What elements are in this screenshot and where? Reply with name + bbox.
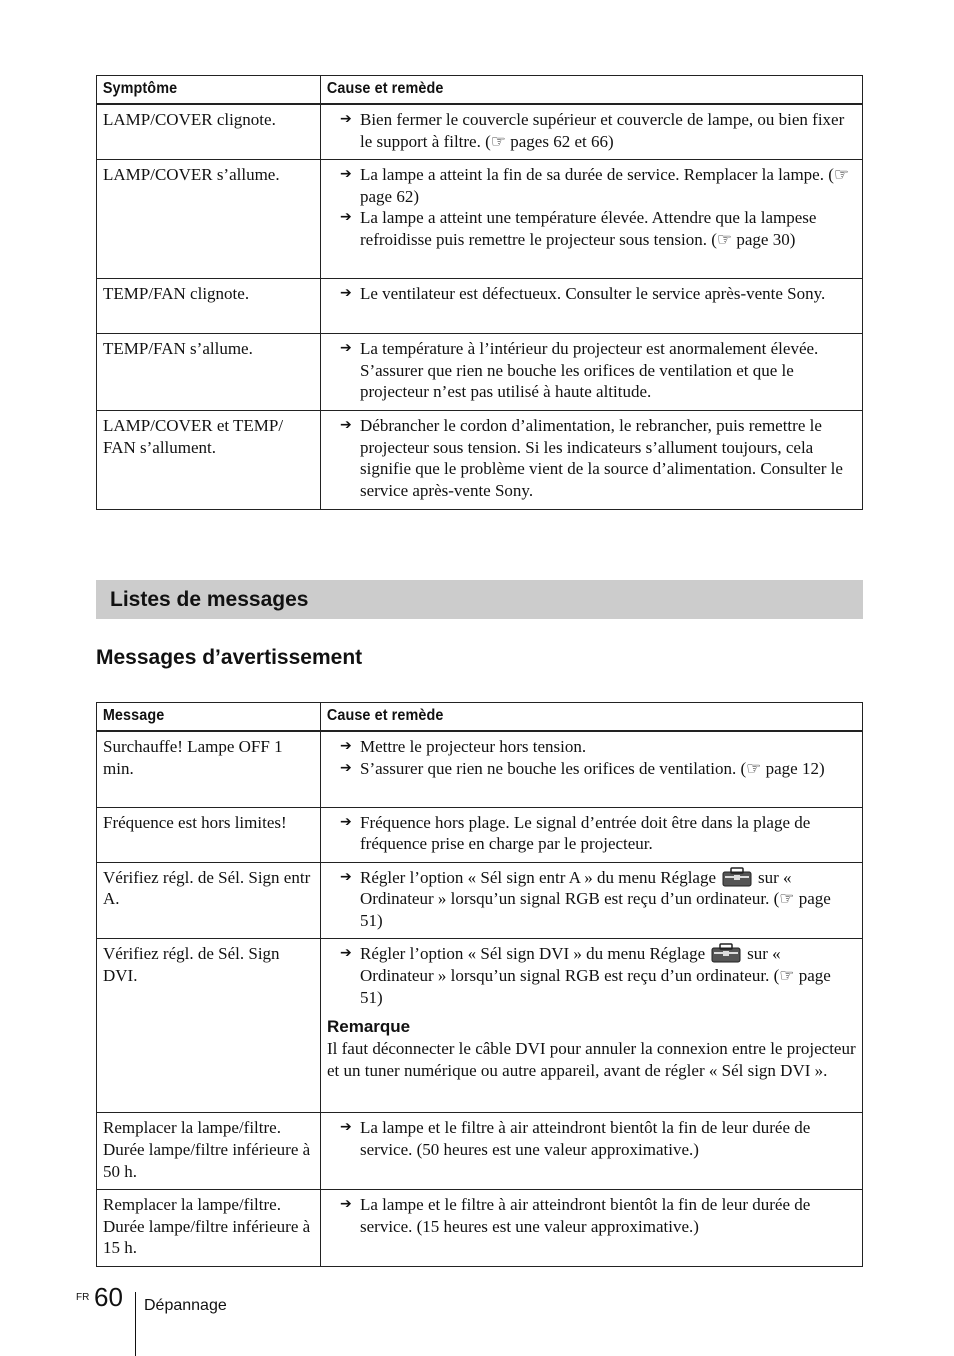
page-number: 60 bbox=[94, 1282, 123, 1312]
cause-cell bbox=[321, 410, 863, 509]
arrow-icon: ➔ bbox=[340, 416, 352, 433]
symptom-cell: TEMP/FAN clignote. bbox=[97, 279, 321, 334]
column-header-message: Message bbox=[97, 703, 299, 732]
table-row bbox=[97, 939, 863, 1113]
list-item: ➔ Débrancher le cordon d’alimentation, le rebrancher, puis remettre le projecteur sous tension. Si les indicateurs s’allument toujours, cela signifie que le problème vient de la source d’alimentation. Consulter le service après-vente Sony. bbox=[340, 415, 843, 500]
setup-menu-toolbox-icon bbox=[722, 867, 752, 887]
section-heading-bar bbox=[96, 580, 863, 619]
arrow-icon: ➔ bbox=[340, 285, 352, 302]
table-header-row bbox=[97, 76, 863, 105]
language-code: FR bbox=[76, 1292, 90, 1303]
column-header-cause: Cause et remède bbox=[321, 76, 809, 105]
arrow-icon: ➔ bbox=[340, 209, 352, 226]
table-row bbox=[97, 731, 863, 807]
symptom-cell: LAMP/COVER et TEMP/ FAN s’allument. bbox=[97, 410, 321, 509]
symptom-cell: LAMP/COVER clignote. bbox=[97, 104, 321, 160]
footer-divider bbox=[135, 1292, 136, 1356]
arrow-icon: ➔ bbox=[340, 868, 352, 885]
list-item: ➔ La lampe et le filtre à air atteindront bientôt la fin de leur durée de service. (50 heures est une valeur approximative.) bbox=[340, 1118, 811, 1160]
cause-cell bbox=[321, 1113, 863, 1190]
message-cell: Vérifiez régl. de Sél. Sign DVI. bbox=[97, 939, 321, 1113]
table-row bbox=[97, 807, 863, 862]
note-title: Remarque bbox=[327, 1017, 411, 1037]
list-item: ➔ Bien fermer le couvercle supérieur et couvercle de lampe, ou bien fixer le support à filtre. (☞ pages 62 et 66) bbox=[340, 110, 845, 151]
list-item: ➔ La lampe a atteint une température élevée. Attendre que la lampese refroidisse puis remettre le projecteur sous tension. (☞ page 30) bbox=[340, 208, 817, 249]
arrow-icon: ➔ bbox=[340, 340, 352, 357]
note-text: Il faut déconnecter le câble DVI pour annuler la connexion entre le projecteur et un tuner numérique ou autre appareil, avant de régler « Sél sign DVI ». bbox=[327, 1039, 856, 1080]
table-row bbox=[97, 410, 863, 509]
list-item: ➔ La lampe a atteint la fin de sa durée de service. Remplacer la lampe. (☞ page 62) bbox=[340, 165, 850, 206]
arrow-icon: ➔ bbox=[340, 1196, 352, 1213]
arrow-icon: ➔ bbox=[340, 759, 352, 776]
message-cell: Remplacer la lampe/filtre. Durée lampe/filtre inférieure à 15 h. bbox=[97, 1190, 321, 1267]
table-row bbox=[97, 1113, 863, 1190]
table-row bbox=[97, 279, 863, 334]
setup-menu-toolbox-icon bbox=[711, 943, 741, 963]
list-item: ➔ La température à l’intérieur du projecteur est anormalement élevée. S’assurer que rien ne bouche les orifices de ventilation et que le projecteur n’est pas utilisé à haute altitude. bbox=[340, 339, 819, 402]
column-header-cause: Cause et remède bbox=[321, 703, 809, 732]
list-item: ➔ Le ventilateur est défectueux. Consulter le service après-vente Sony. bbox=[340, 284, 826, 304]
table-row bbox=[97, 1190, 863, 1267]
message-table bbox=[96, 702, 863, 1267]
message-cell: Fréquence est hors limites! bbox=[97, 807, 321, 862]
message-cell: Vérifiez régl. de Sél. Sign entr A. bbox=[97, 862, 321, 939]
section-title: Listes de messages bbox=[110, 588, 309, 611]
arrow-icon: ➔ bbox=[340, 111, 352, 127]
list-item: ➔ La lampe et le filtre à air atteindront bientôt la fin de leur durée de service. (15 heures est une valeur approximative.) bbox=[340, 1195, 811, 1236]
arrow-icon: ➔ bbox=[340, 945, 352, 962]
list-item: ➔ Régler l’option « Sél sign entr A » du menu Réglage sur « Ordinateur » lorsqu’un signal RGB est reçu d’un ordinateur. (☞ page 51) bbox=[340, 867, 831, 930]
arrow-icon: ➔ bbox=[340, 166, 352, 183]
message-cell: Remplacer la lampe/filtre. Durée lampe/filtre inférieure à 50 h. bbox=[97, 1113, 321, 1190]
subsection-title: Messages d’avertissement bbox=[96, 646, 363, 669]
table-row bbox=[97, 334, 863, 411]
cause-cell bbox=[321, 104, 863, 160]
list-item: ➔ Régler l’option « Sél sign DVI » du menu Réglage sur « Ordinateur » lorsqu’un signal RGB est reçu d’un ordinateur. (☞ page 51) bbox=[340, 944, 831, 1007]
arrow-icon: ➔ bbox=[340, 1119, 352, 1136]
cause-cell bbox=[321, 279, 863, 334]
symptom-cell: TEMP/FAN s’allume. bbox=[97, 334, 321, 411]
list-item: ➔ S’assurer que rien ne bouche les orifices de ventilation. (☞ page 12) bbox=[340, 758, 825, 778]
list-item: ➔ Fréquence hors plage. Le signal d’entrée doit être dans la plage de fréquence prise en charge par le projecteur. bbox=[340, 812, 811, 854]
symptom-table bbox=[96, 75, 863, 510]
cause-cell bbox=[321, 160, 863, 279]
table-row bbox=[97, 862, 863, 939]
arrow-icon: ➔ bbox=[340, 813, 352, 830]
chapter-title: Dépannage bbox=[144, 1297, 227, 1314]
cause-cell bbox=[321, 1190, 863, 1267]
table-row bbox=[97, 104, 863, 160]
symptom-cell: LAMP/COVER s’allume. bbox=[97, 160, 321, 279]
table-header-row bbox=[97, 703, 863, 732]
column-header-symptom: Symptôme bbox=[97, 76, 299, 105]
cause-cell bbox=[321, 334, 863, 411]
list-item: ➔ Mettre le projecteur hors tension. bbox=[340, 737, 587, 756]
cause-cell bbox=[321, 807, 863, 862]
cause-cell bbox=[321, 939, 863, 1113]
message-cell: Surchauffe! Lampe OFF 1 min. bbox=[97, 731, 321, 807]
table-row bbox=[97, 160, 863, 279]
cause-cell bbox=[321, 731, 863, 807]
arrow-icon: ➔ bbox=[340, 738, 352, 754]
cause-cell bbox=[321, 862, 863, 939]
